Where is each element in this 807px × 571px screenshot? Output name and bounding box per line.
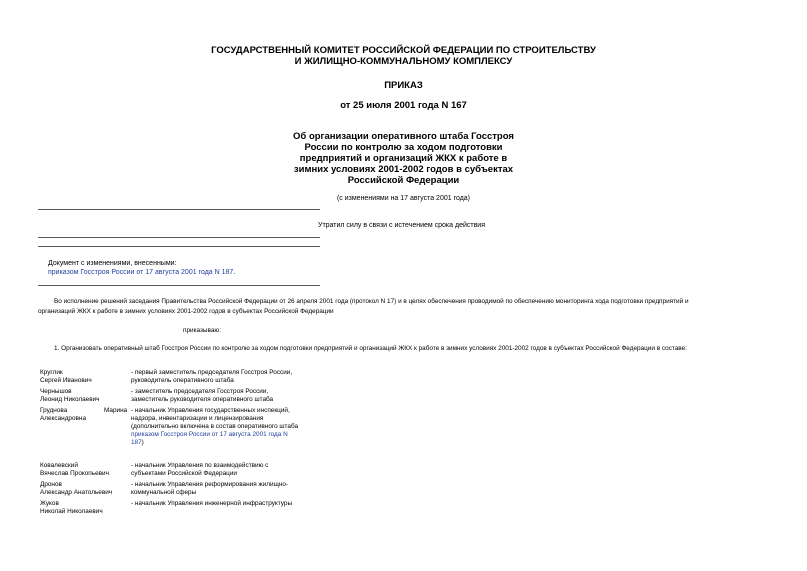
member-name: Груднова Марина Александровна [40, 407, 128, 422]
member-duty: - первый заместитель председателя Госстроя России, руководитель оперативного штаба [131, 369, 293, 384]
title-line: Российской Федерации [347, 175, 460, 186]
title-line: зимних условиях 2001-2002 годов в субъектах [293, 164, 514, 175]
item-1: 1. Организовать оперативный штаб Госстроя России по контролю за ходом подготовки предприятий и организаций ЖКХ к работе в зимних условиях 2001-2002 годов в субъектах Российской Федерации в составе: [54, 345, 687, 352]
member-duty: - начальник Управления реформирования жилищно- коммунальной сферы [131, 481, 289, 496]
order-word: приказываю: [183, 327, 221, 334]
member-duty: - начальник Управления государственных инспекций, надзора, инвентаризации и лицензирования (дополнительно включена в состав оперативного штаба приказом Госстроя России от 17 августа 2001 года N 187) [131, 407, 299, 446]
preamble-line-2: организаций ЖКХ к работе в зимних условиях 2001-2002 годов в субъектах Российской Федерации [38, 308, 334, 315]
divider [38, 285, 320, 286]
period: . [233, 269, 236, 276]
member-name: Дронов Александр Анатольевич [40, 481, 113, 496]
title-line: Об организации оперативного штаба Госстроя [293, 131, 514, 142]
changes-note: (с изменениями на 17 августа 2001 года) [336, 195, 471, 202]
status-text: Утратил силу в связи с истечением срока действия [318, 222, 485, 229]
member-duty: - начальник Управления по взаимодействию с субъектами Российской Федерации [131, 462, 269, 477]
divider [38, 209, 320, 210]
document-date-number: от 25 июля 2001 года N 167 [340, 100, 467, 111]
amendment-link[interactable]: приказом Госстроя России от 17 августа 2001 года N [131, 431, 288, 438]
member-duty: - начальник Управления инженерной инфраструктуры [131, 500, 293, 507]
member-name: Ковалевский Вячеслав Прокопьевич [40, 462, 109, 477]
member-name: Чернышов Леонид Николаевич [40, 388, 100, 403]
document-title [0, 131, 807, 186]
member-name: Круглик Сергей Иванович [40, 369, 92, 384]
preamble-line-1: Во исполнение решений заседания Правительства Российской Федерации от 26 апреля 2001 года (протокол N 17) и в целях обеспечения проводимой по обеспечению мониторинга хода подготовки предприятий и [54, 298, 689, 305]
divider [38, 237, 320, 238]
document-type: ПРИКАЗ [384, 80, 423, 91]
member-name: Жуков Николай Николаевич [40, 500, 103, 515]
issuer-line-1: ГОСУДАРСТВЕННЫЙ КОМИТЕТ РОССИЙСКОЙ ФЕДЕРАЦИИ ПО СТРОИТЕЛЬСТВУ [211, 45, 596, 56]
title-line: предприятий и организаций ЖКХ к работе в [299, 153, 508, 164]
issuer-line-2: И ЖИЛИЩНО-КОММУНАЛЬНОМУ КОМПЛЕКСУ [294, 56, 513, 67]
divider [38, 246, 320, 247]
amendment-link[interactable]: 187 [131, 439, 142, 446]
amendments-label: Документ с изменениями, внесенными: [48, 260, 177, 267]
amendment-link[interactable]: приказом Госстроя России от 17 августа 2001 года N 187 [48, 269, 234, 276]
amendments-entry [48, 268, 235, 277]
title-line: России по контролю за ходом подготовки [304, 142, 503, 153]
member-duty: - заместитель председателя Госстроя России, заместитель руководителя оперативного штаба [131, 388, 274, 403]
